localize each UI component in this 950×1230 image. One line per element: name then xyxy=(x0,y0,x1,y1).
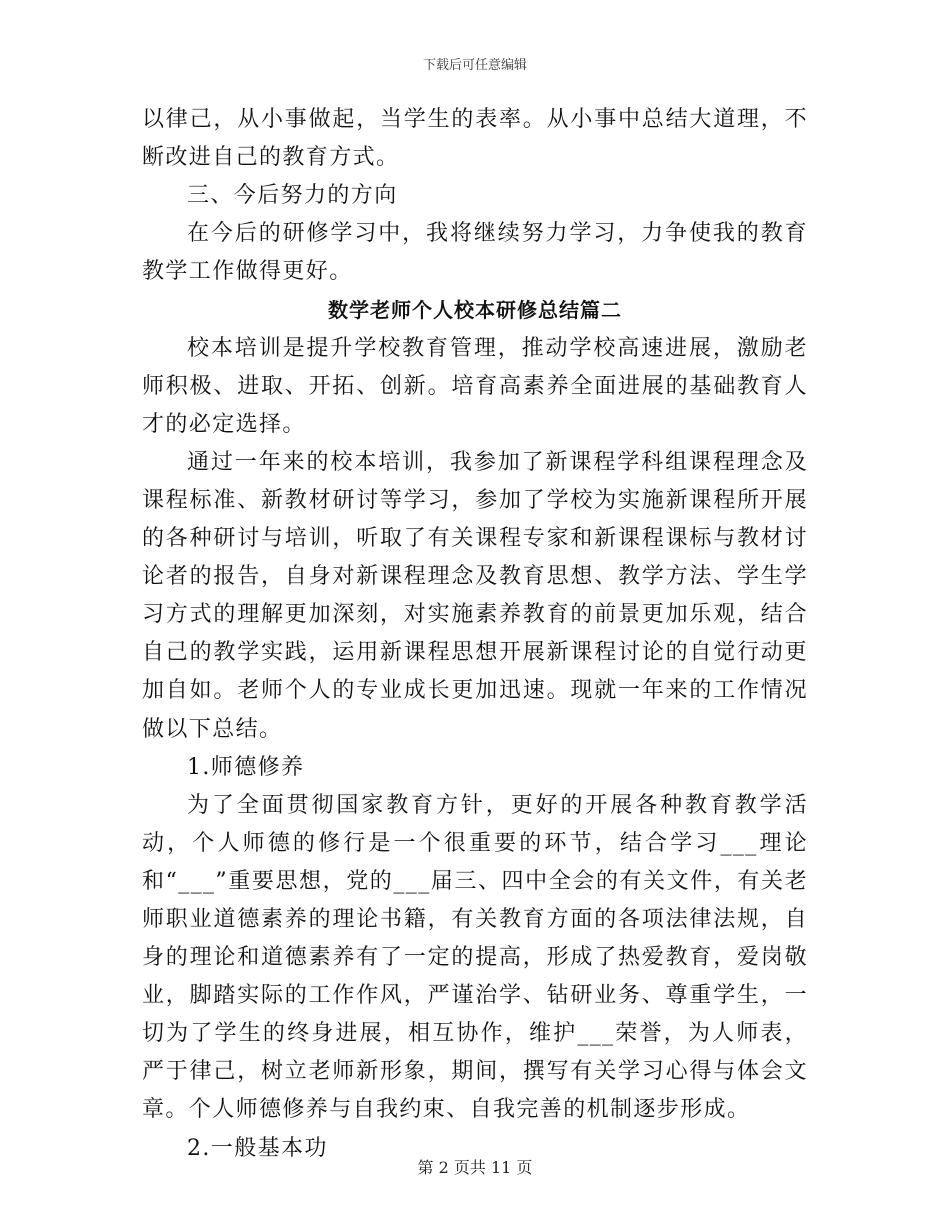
paragraph: 校本培训是提升学校教育管理，推动学校高速进展，激励老师积极、进取、开拓、创新。培育高素养全面进展的基础教育人才的必定选择。 xyxy=(142,335,808,437)
section-heading-future-direction: 三、今后努力的方向 xyxy=(187,183,398,209)
document-body xyxy=(142,101,808,1168)
paragraph: 以律己，从小事做起，当学生的表率。从小事中总结大道理，不断改进自己的教育方式。 xyxy=(142,107,808,171)
paragraph: 在今后的研修学习中，我将继续努力学习，力争使我的教育教学工作做得更好。 xyxy=(142,221,808,285)
page-header: 下载后可任意编辑 xyxy=(422,58,527,73)
section-title: 数学老师个人校本研修总结篇二 xyxy=(328,298,622,323)
subheading-teacher-ethics: 1.师德修养 xyxy=(187,754,305,780)
subheading-basic-skills: 2.一般基本功 xyxy=(187,1135,328,1161)
paragraph: 为了全面贯彻国家教育方针，更好的开展各种教育教学活动，个人师德的修行是一个很重要的环节，结合学习___理论和“___”重要思想，党的___届三、四中全会的有关文件，有关老师职业道德素养的理论书籍，有关教育方面的各项法律法规，自身的理论和道德素养有了一定的提高，形成了热爱教育，爱岗敬业，脚踏实际的工作作风，严谨治学、钻研业务、尊重学生，一切为了学生的终身进展，相互协作，维护___荣誉，为人师表，严于律己，树立老师新形象，期间，撰写有关学习心得与体会文章。个人师德修养与自我约束、自我完善的机制逐步形成。 xyxy=(142,792,808,1123)
page-footer: 第 2 页共 11 页 xyxy=(417,1158,533,1177)
paragraph: 通过一年来的校本培训，我参加了新课程学科组课程理念及课程标准、新教材研讨等学习，参加了学校为实施新课程所开展的各种研讨与培训，听取了有关课程专家和新课程课标与教材讨论者的报告，自身对新课程理念及教育思想、教学方法、学生学习方式的理解更加深刻，对实施素养教育的前景更加乐观，结合自己的教学实践，运用新课程思想开展新课程讨论的自觉行动更加自如。老师个人的专业成长更加迅速。现就一年来的工作情况做以下总结。 xyxy=(142,449,808,742)
